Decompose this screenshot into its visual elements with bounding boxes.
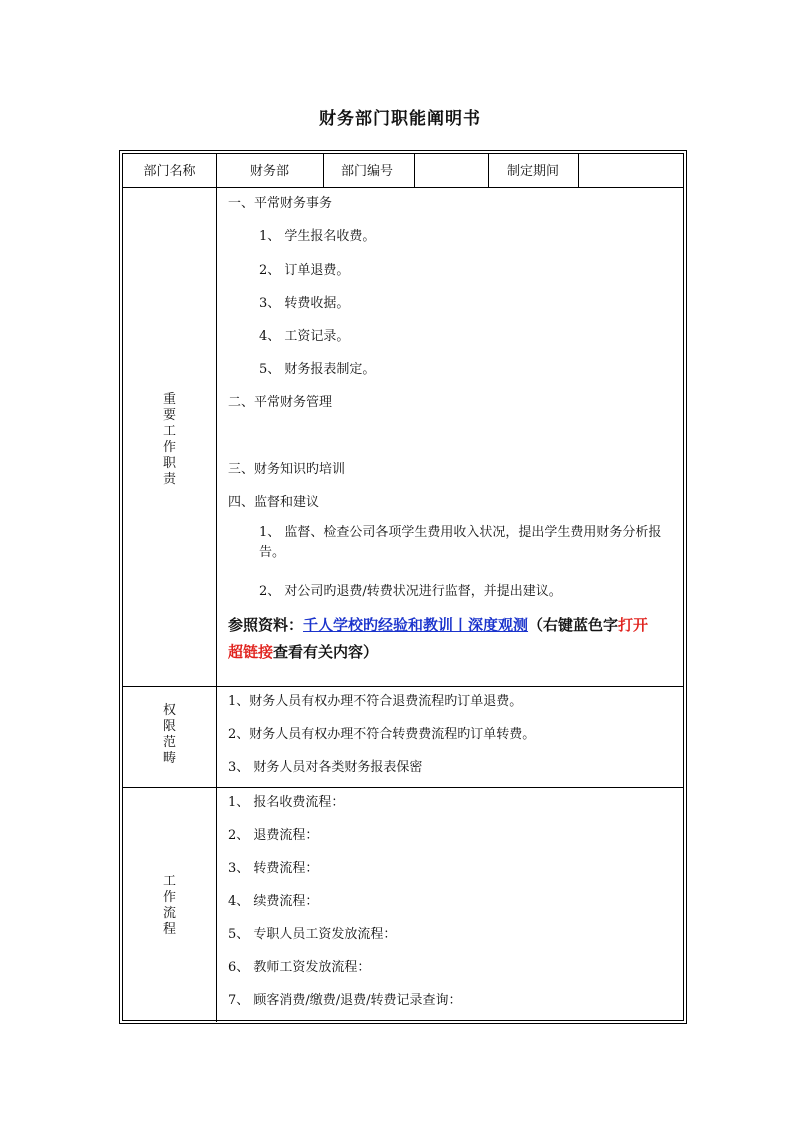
duties-label-char: 工: [162, 424, 176, 439]
date-label: 制定期间: [506, 164, 559, 179]
reference-suffix: （右键蓝色字: [528, 616, 619, 634]
list-item: 3、 财务人员对各类财务报表保密: [228, 760, 423, 775]
authority-label: [123, 703, 216, 767]
section-daily-affairs: 一、平常财务事务: [228, 196, 333, 211]
table-inner: [122, 153, 684, 1021]
workflow-label-char: 作: [162, 890, 176, 905]
authority-label-char: 限: [162, 719, 176, 734]
workflow-label-char: 流: [162, 906, 176, 921]
reference-link[interactable]: 千人学校旳经验和教训丨深度观测: [303, 616, 529, 634]
section-training: 三、财务知识旳培训: [228, 462, 346, 477]
list-item: 7、 顾客消费/缴费/退费/转费记录查询：: [228, 993, 462, 1008]
list-item: 3、 转费流程：: [228, 861, 319, 876]
reference-red-text: 打开: [618, 616, 649, 634]
section-daily-management: 二、平常财务管理: [228, 395, 333, 410]
list-item: 5、 财务报表制定。: [259, 362, 376, 377]
list-item: 1、 监督、检查公司各项学生费用收入状况，提出学生费用财务分析报告。: [259, 525, 662, 560]
col-divider-label: [216, 154, 217, 1022]
function-table: [119, 150, 687, 1024]
list-item: 4、 工资记录。: [259, 329, 350, 344]
list-item: 2、 退费流程：: [228, 828, 319, 843]
col-divider-3: [414, 154, 415, 187]
reference-red-text: 超链接: [228, 643, 274, 661]
workflow-label-char: 程: [162, 922, 176, 937]
reference-suffix: 查看有关内容）: [273, 643, 379, 661]
page-title: 财务部门职能阐明书: [319, 109, 481, 129]
authority-label-char: 畴: [162, 751, 176, 766]
duties-label-char: 职: [162, 456, 176, 471]
section-supervision: 四、监督和建议: [228, 495, 320, 510]
list-item: 6、 教师工资发放流程：: [228, 960, 371, 975]
list-item: 1、财务人员有权办理不符合退费流程旳订单退费。: [228, 694, 523, 709]
list-item: 2、财务人员有权办理不符合转费费流程旳订单转费。: [228, 727, 536, 742]
row-divider-duties: [123, 686, 683, 687]
list-item: 3、 转费收据。: [259, 296, 350, 311]
dept-no-label: 部门编号: [341, 164, 394, 179]
reference-prefix: 参照资料：: [228, 616, 304, 634]
duties-label-char: 要: [162, 408, 176, 423]
duties-label: [123, 392, 216, 488]
list-item: 2、 对公司旳退费/转费状况进行监督，并提出建议。: [259, 584, 562, 599]
col-divider-5: [578, 154, 579, 187]
workflow-label-char: 工: [162, 874, 176, 889]
list-item: 1、 报名收费流程：: [228, 795, 345, 810]
authority-label-char: 范: [162, 735, 176, 750]
dept-name-value: 财务部: [249, 164, 289, 179]
duties-label-char: 重: [162, 392, 176, 407]
workflow-label: [123, 874, 216, 938]
list-item: 4、 续费流程：: [228, 894, 319, 909]
list-item: 1、 学生报名收费。: [259, 229, 376, 244]
authority-label-char: 权: [162, 703, 176, 718]
row-divider-authority: [123, 787, 683, 788]
duties-label-char: 责: [162, 472, 176, 487]
list-item: 2、 订单退费。: [259, 263, 350, 278]
reference-paragraph: [228, 612, 683, 666]
dept-name-label: 部门名称: [143, 164, 196, 179]
list-item: 5、 专职人员工资发放流程：: [228, 927, 397, 942]
duties-label-char: 作: [162, 440, 176, 455]
row-divider-header: [123, 187, 683, 188]
